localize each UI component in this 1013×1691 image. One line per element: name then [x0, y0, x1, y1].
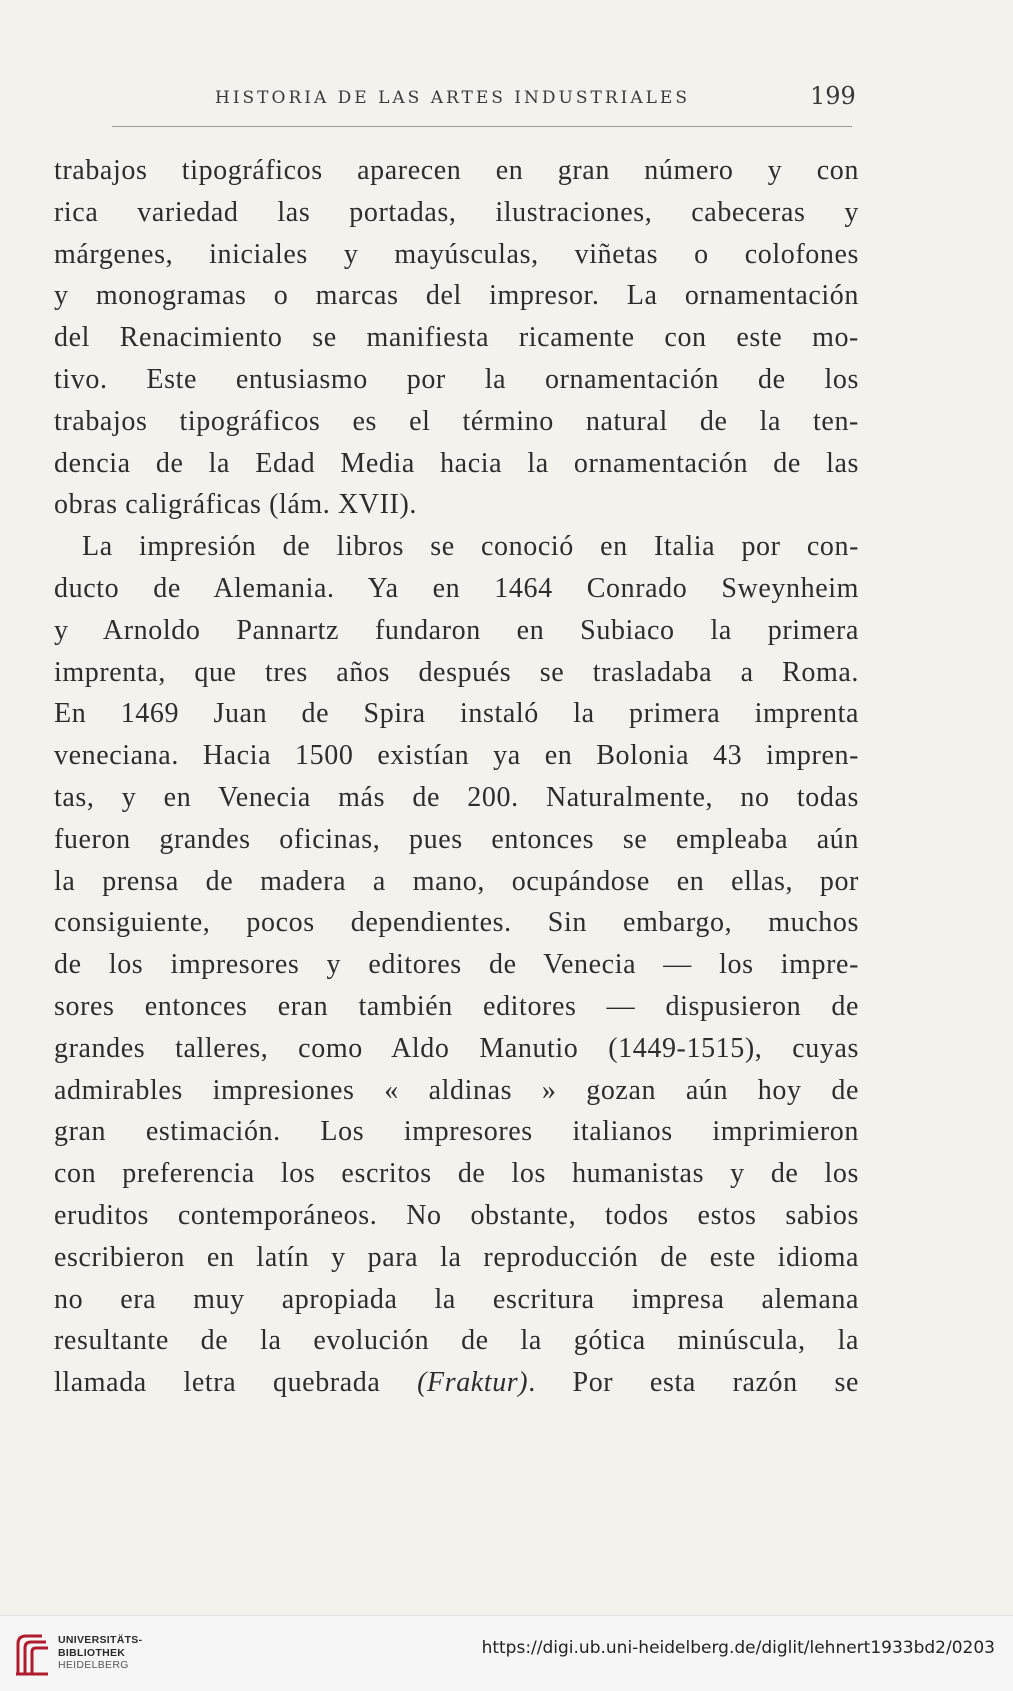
text-line: tas, y en Venecia más de 200. Naturalmente, no todas	[54, 781, 859, 813]
text-line: sores entonces eran también editores — dispusieron de	[54, 990, 859, 1022]
text-line: y monogramas o marcas del impresor. La ornamentación	[54, 280, 859, 312]
text-line: ducto de Alemania. Ya en 1464 Conrado Sweynheim	[54, 572, 859, 604]
text-line-last	[54, 1362, 859, 1404]
text-line: consiguiente, pocos dependientes. Sin embargo, muchos	[54, 907, 859, 939]
text-line: En 1469 Juan de Spira instaló la primera imprenta	[54, 698, 859, 730]
footer-bar	[0, 1615, 1013, 1691]
body-text	[54, 150, 859, 1404]
library-logo-icon	[12, 1630, 52, 1678]
text-line: del Renacimiento se manifiesta ricamente con este mo-	[54, 322, 859, 354]
library-name-line: HEIDELBERG	[58, 1659, 129, 1671]
library-name	[58, 1634, 142, 1672]
text-line: obras caligráficas (lám. XVII).	[54, 489, 417, 521]
text-line: imprenta, que tres años después se trasladaba a Roma.	[54, 656, 859, 688]
header-rule	[112, 126, 852, 127]
text-line: dencia de la Edad Media hacia la ornamentación de las	[54, 447, 859, 479]
text-segment: . Por esta razón se	[528, 1367, 859, 1399]
text-line: márgenes, iniciales y mayúsculas, viñetas o colofones	[54, 238, 859, 270]
text-line: La impresión de libros se conoció en Italia por con-	[82, 531, 859, 563]
text-line: tivo. Este entusiasmo por la ornamentación de los	[54, 363, 859, 395]
text-line: eruditos contemporáneos. No obstante, todos estos sabios	[54, 1199, 859, 1231]
permalink-url[interactable]: https://digi.ub.uni-heidelberg.de/diglit/lehnert1933bd2/0203	[481, 1638, 995, 1658]
text-line: admirables impresiones « aldinas » gozan aún hoy de	[54, 1074, 859, 1106]
text-line: grandes talleres, como Aldo Manutio (1449-1515), cuyas	[54, 1032, 859, 1064]
text-line: no era muy apropiada la escritura impresa alemana	[54, 1283, 859, 1315]
text-line: trabajos tipográficos aparecen en gran número y con	[54, 155, 859, 186]
text-line: fueron grandes oficinas, pues entonces se empleaba aún	[54, 823, 859, 855]
page-number: 199	[810, 82, 856, 110]
text-line: gran estimación. Los impresores italianos imprimieron	[54, 1116, 859, 1148]
library-name-line: BIBLIOTHEK	[58, 1646, 126, 1659]
library-name-line: UNIVERSITÄTS-	[58, 1634, 143, 1646]
text-segment: llamada letra quebrada	[54, 1367, 418, 1399]
running-title: HISTORIA DE LAS ARTES INDUSTRIALES	[215, 88, 690, 108]
text-line: rica variedad las portadas, ilustraciones, cabeceras y	[54, 196, 859, 228]
text-line: veneciana. Hacia 1500 existían ya en Bolonia 43 impren-	[54, 740, 859, 772]
text-line: de los impresores y editores de Venecia — los impre-	[54, 949, 859, 981]
text-line: con preferencia los escritos de los humanistas y de los	[54, 1158, 859, 1190]
italic-term: (Fraktur)	[417, 1367, 529, 1399]
text-line: trabajos tipográficos es el término natural de la ten-	[54, 405, 859, 437]
text-line: y Arnoldo Pannartz fundaron en Subiaco la primera	[54, 614, 859, 646]
text-line: escribieron en latín y para la reproducción de este idioma	[54, 1241, 859, 1273]
text-line: la prensa de madera a mano, ocupándose en ellas, por	[54, 865, 859, 897]
text-line: resultante de la evolución de la gótica minúscula, la	[54, 1325, 859, 1357]
